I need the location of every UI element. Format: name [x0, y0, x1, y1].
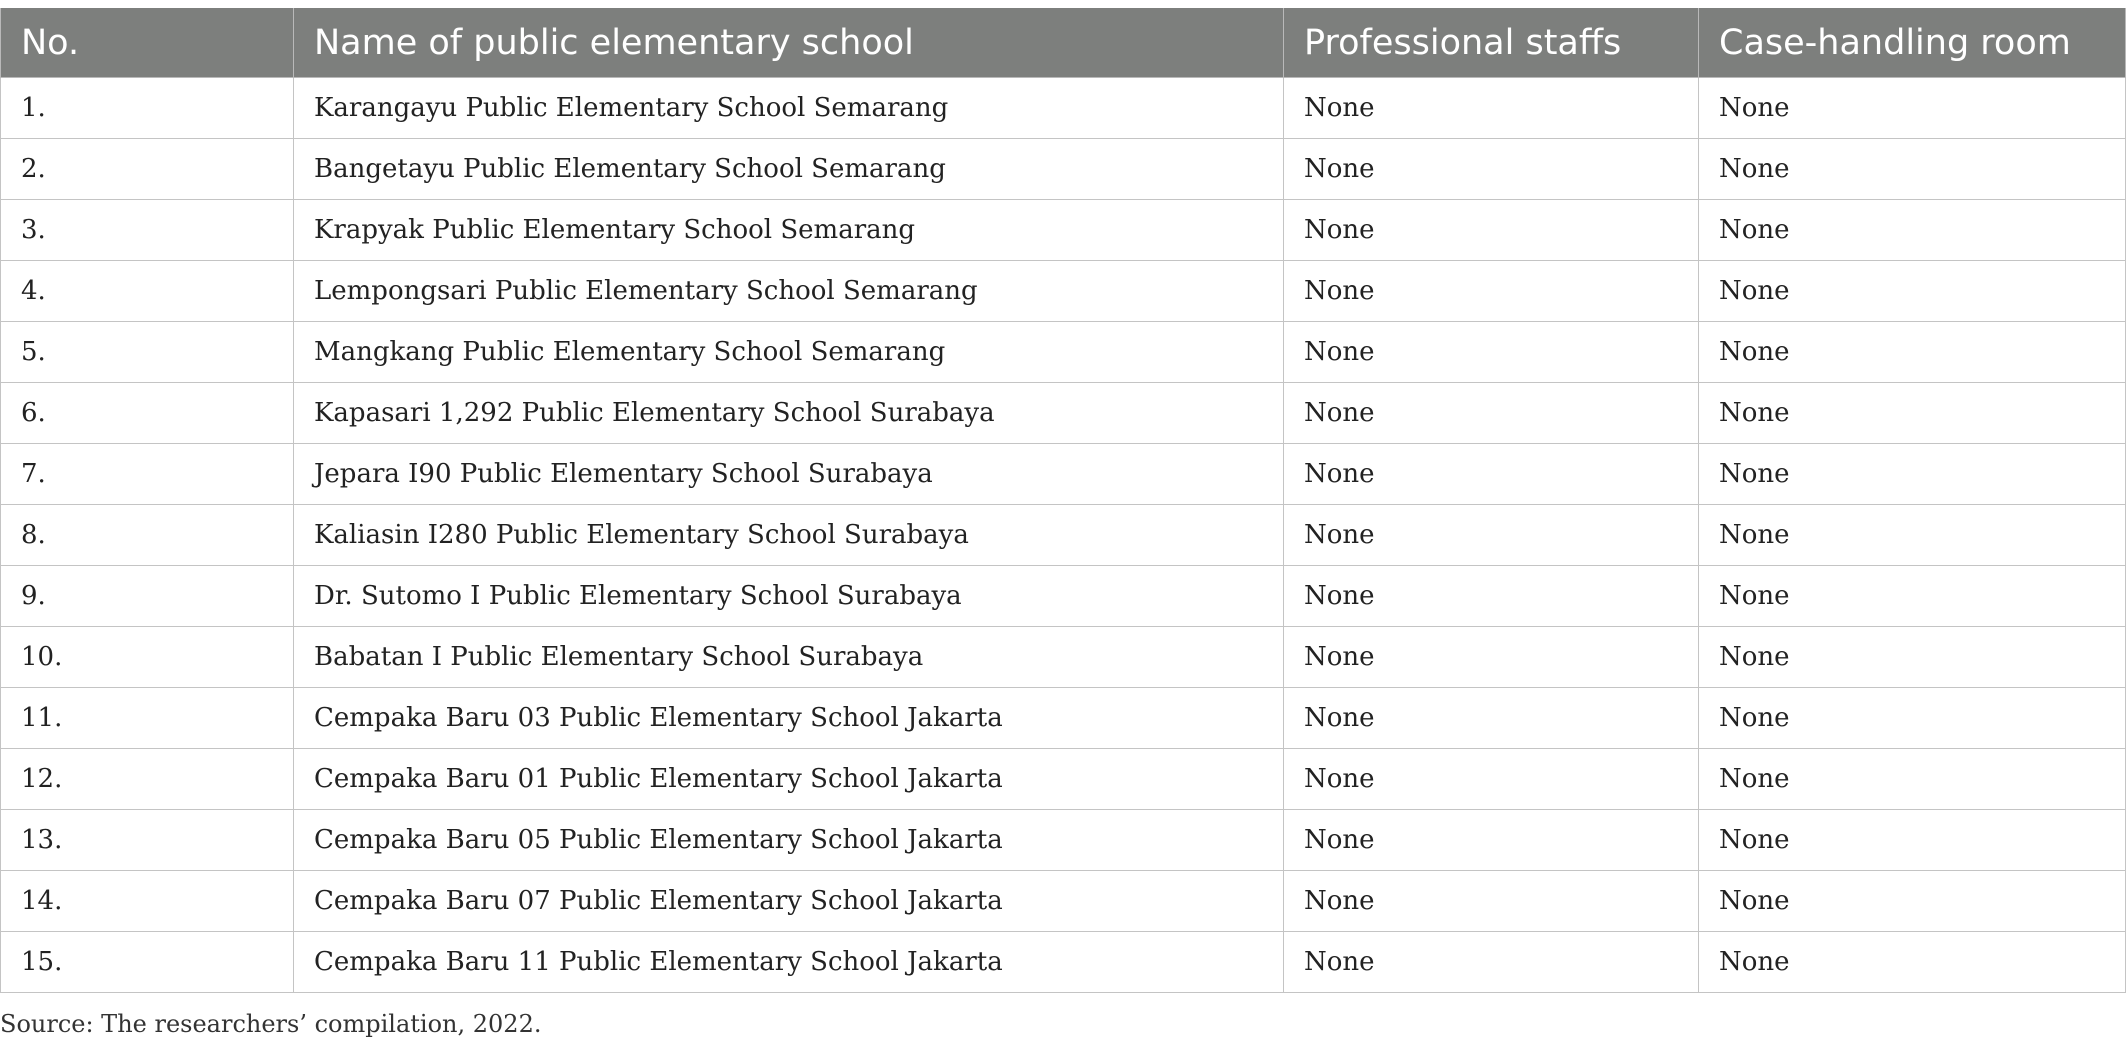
- case-handling-room-value: None: [1699, 444, 2126, 505]
- professional-staffs-value: None: [1284, 200, 1699, 261]
- professional-staffs-value: None: [1284, 749, 1699, 810]
- professional-staffs-value: None: [1284, 139, 1699, 200]
- table-row: [1, 810, 2126, 871]
- table-row: [1, 200, 2126, 261]
- table-row: [1, 505, 2126, 566]
- case-handling-room-value: None: [1699, 505, 2126, 566]
- table-row: [1, 871, 2126, 932]
- table-row: [1, 749, 2126, 810]
- source-note: Source: The researchers’ compilation, 2022.: [0, 1010, 542, 1038]
- school-name: Karangayu Public Elementary School Semarang: [294, 78, 1284, 139]
- professional-staffs-value: None: [1284, 444, 1699, 505]
- row-number: 7.: [1, 444, 294, 505]
- table-row: [1, 444, 2126, 505]
- table-body: [1, 78, 2126, 993]
- professional-staffs-value: None: [1284, 810, 1699, 871]
- table-header: [1, 8, 2126, 78]
- professional-staffs-value: None: [1284, 871, 1699, 932]
- table-row: [1, 566, 2126, 627]
- school-name: Babatan I Public Elementary School Surabaya: [294, 627, 1284, 688]
- case-handling-room-value: None: [1699, 810, 2126, 871]
- school-name: Kapasari 1,292 Public Elementary School Surabaya: [294, 383, 1284, 444]
- professional-staffs-value: None: [1284, 627, 1699, 688]
- professional-staffs-value: None: [1284, 261, 1699, 322]
- case-handling-room-value: None: [1699, 566, 2126, 627]
- school-name: Jepara I90 Public Elementary School Surabaya: [294, 444, 1284, 505]
- professional-staffs-value: None: [1284, 78, 1699, 139]
- professional-staffs-value: None: [1284, 322, 1699, 383]
- row-number: 2.: [1, 139, 294, 200]
- school-name: Kaliasin I280 Public Elementary School Surabaya: [294, 505, 1284, 566]
- case-handling-room-value: None: [1699, 627, 2126, 688]
- case-handling-room-value: None: [1699, 261, 2126, 322]
- row-number: 9.: [1, 566, 294, 627]
- row-number: 1.: [1, 78, 294, 139]
- school-name: Krapyak Public Elementary School Semarang: [294, 200, 1284, 261]
- case-handling-room-value: None: [1699, 871, 2126, 932]
- professional-staffs-value: None: [1284, 566, 1699, 627]
- school-name: Bangetayu Public Elementary School Semarang: [294, 139, 1284, 200]
- case-handling-room-value: None: [1699, 200, 2126, 261]
- case-handling-room-value: None: [1699, 932, 2126, 993]
- professional-staffs-value: None: [1284, 383, 1699, 444]
- table-row: [1, 78, 2126, 139]
- table-row: [1, 139, 2126, 200]
- row-number: 4.: [1, 261, 294, 322]
- header-case-handling-room: Case-handling room: [1699, 8, 2126, 78]
- header-number: No.: [1, 8, 294, 78]
- row-number: 8.: [1, 505, 294, 566]
- school-name: Cempaka Baru 07 Public Elementary School Jakarta: [294, 871, 1284, 932]
- case-handling-room-value: None: [1699, 383, 2126, 444]
- table-row: [1, 688, 2126, 749]
- header-school-name: Name of public elementary school: [294, 8, 1284, 78]
- table-row: [1, 322, 2126, 383]
- table-row: [1, 383, 2126, 444]
- school-name: Dr. Sutomo I Public Elementary School Surabaya: [294, 566, 1284, 627]
- row-number: 14.: [1, 871, 294, 932]
- school-name: Mangkang Public Elementary School Semarang: [294, 322, 1284, 383]
- header-professional-staffs: Professional staffs: [1284, 8, 1699, 78]
- row-number: 3.: [1, 200, 294, 261]
- row-number: 10.: [1, 627, 294, 688]
- case-handling-room-value: None: [1699, 139, 2126, 200]
- table-row: [1, 627, 2126, 688]
- row-number: 5.: [1, 322, 294, 383]
- row-number: 11.: [1, 688, 294, 749]
- school-name: Cempaka Baru 01 Public Elementary School Jakarta: [294, 749, 1284, 810]
- row-number: 12.: [1, 749, 294, 810]
- professional-staffs-value: None: [1284, 932, 1699, 993]
- row-number: 6.: [1, 383, 294, 444]
- header-row: [1, 8, 2126, 78]
- row-number: 15.: [1, 932, 294, 993]
- case-handling-room-value: None: [1699, 749, 2126, 810]
- professional-staffs-value: None: [1284, 688, 1699, 749]
- school-name: Cempaka Baru 05 Public Elementary School Jakarta: [294, 810, 1284, 871]
- school-name: Cempaka Baru 11 Public Elementary School Jakarta: [294, 932, 1284, 993]
- school-name: Lempongsari Public Elementary School Semarang: [294, 261, 1284, 322]
- table-row: [1, 261, 2126, 322]
- schools-table: [0, 8, 2126, 993]
- professional-staffs-value: None: [1284, 505, 1699, 566]
- school-name: Cempaka Baru 03 Public Elementary School Jakarta: [294, 688, 1284, 749]
- schools-table-container: [0, 8, 2126, 993]
- case-handling-room-value: None: [1699, 78, 2126, 139]
- case-handling-room-value: None: [1699, 322, 2126, 383]
- case-handling-room-value: None: [1699, 688, 2126, 749]
- table-row: [1, 932, 2126, 993]
- row-number: 13.: [1, 810, 294, 871]
